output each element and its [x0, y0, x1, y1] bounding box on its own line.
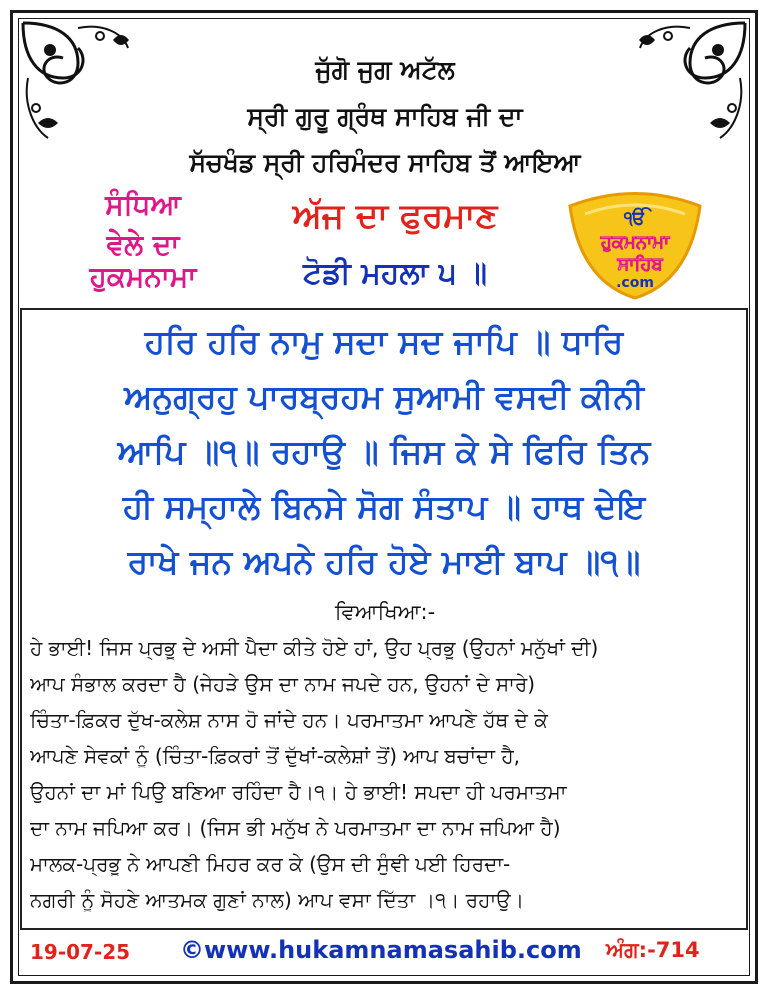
explanation-line: ਮਾਲਕ-ਪ੍ਰਭੂ ਨੇ ਆਪਣੀ ਮਿਹਰ ਕਰ ਕੇ (ਉਸ ਦੀ ਸੁੰਞੀ ਪਈ ਹਿਰਦਾ- [30, 852, 511, 876]
explanation-line: ਨਗਰੀ ਨੂੰ ਸੋਹਣੇ ਆਤਮਕ ਗੁਣਾਂ ਨਾਲ) ਆਪ ਵਸਾ ਦਿੱਤਾ ।੧। ਰਹਾਉ। [30, 888, 525, 912]
vyakhya-title: ਵਿਆਖਿਆ:- [334, 600, 436, 624]
header-line-2: ਸ੍ਰੀ ਗੁਰੂ ਗ੍ਰੰਥ ਸਾਹਿਬ ਜੀ ਦਾ [247, 102, 523, 131]
explanation-line: ਹੇ ਭਾਈ! ਜਿਸ ਪ੍ਰਭੂ ਦੇ ਅਸੀ ਪੈਦਾ ਕੀਤੇ ਹੋਏ ਹਾਂ, ਉਹ ਪ੍ਰਭੂ (ਉਹਨਾਂ ਮਨੁੱਖਾਂ ਦੀ) [30, 636, 599, 660]
hukamnama-logo-icon [560, 186, 710, 301]
sandhia-line-2: ਵੇਲੇ ਦਾ [106, 228, 180, 261]
furman-title: ਅੱਜ ਦਾ ਫੁਰਮਾਣ [292, 196, 498, 236]
bani-line: ਆਪਿ ॥੧॥ ਰਹਾਉ ॥ ਜਿਸ ਕੇ ਸੇ ਫਿਰਿ ਤਿਨ [117, 432, 651, 471]
ornament-corner-icon [18, 18, 138, 168]
raag-title: ਟੋਡੀ ਮਹਲਾ ੫ ॥ [302, 256, 487, 291]
bani-line: ਅਨੁਗ੍ਰਹੁ ਪਾਰਬ੍ਰਹਮ ਸੁਆਮੀ ਵਸਦੀ ਕੀਨੀ [124, 377, 644, 416]
header-line-1: ਜੁੱਗੋ ਜੁਗ ਅਟੱਲ [315, 55, 455, 84]
sandhia-line-3: ਹੁਕਮਨਾਮਾ [89, 260, 197, 293]
bani-line: ਹੀ ਸਮ੍ਹਾਲੇ ਬਿਨਸੇ ਸੋਗ ਸੰਤਾਪ ॥ ਹਾਥ ਦੇਇ [122, 487, 646, 526]
bani-line: ਰਾਖੇ ਜਨ ਅਪਨੇ ਹਰਿ ਹੋਏ ਮਾਈ ਬਾਪ ॥੧॥ [127, 542, 641, 581]
explanation-line: ਉਹਨਾਂ ਦਾ ਮਾਂ ਪਿਉ ਬਣਿਆ ਰਹਿੰਦਾ ਹੈ।੧। ਹੇ ਭਾਈ! ਸਪਦਾ ਹੀ ਪਰਮਾਤਮਾ [30, 780, 567, 804]
explanation-line: ਆਪਣੇ ਸੇਵਕਾਂ ਨੂੰ (ਚਿੰਤਾ-ਫ਼ਿਕਰਾਂ ਤੋਂ ਦੁੱਖਾਂ-ਕਲੇਸ਼ਾਂ ਤੋਂ) ਆਪ ਬਚਾਂਦਾ ਹੈ, [30, 744, 520, 768]
header-line-3: ਸੱਚਖੰਡ ਸ੍ਰੀ ਹਰਿਮੰਦਰ ਸਾਹਿਬ ਤੋਂ ਆਇਆ [189, 148, 581, 177]
explanation-line: ਚਿੰਤਾ-ਫ਼ਿਕਰ ਦੁੱਖ-ਕਲੇਸ਼ ਨਾਸ ਹੋ ਜਾਂਦੇ ਹਨ। ਪਰਮਾਤਮਾ ਆਪਣੇ ਹੱਥ ਦੇ ਕੇ [30, 708, 548, 732]
footer-ang: ਅੰਗ:-714 [606, 938, 700, 962]
logo-text-1: ਹੁਕਮਨਾਮਾ [600, 232, 670, 253]
footer-site-link[interactable]: ©www.hukamnamasahib.com [180, 936, 582, 964]
footer-date: 19-07-25 [30, 940, 131, 964]
logo-ikonkar: ੴ [624, 208, 646, 229]
logo-text-3: .com [616, 275, 654, 291]
ornament-corner-icon [630, 18, 750, 168]
bani-line: ਹਰਿ ਹਰਿ ਨਾਮੁ ਸਦਾ ਸਦ ਜਾਪਿ ॥ ਧਾਰਿ [144, 322, 624, 361]
explanation-line: ਆਪ ਸੰਭਾਲ ਕਰਦਾ ਹੈ (ਜੇਹੜੇ ਉਸ ਦਾ ਨਾਮ ਜਪਦੇ ਹਨ, ਉਹਨਾਂ ਦੇ ਸਾਰੇ) [30, 672, 536, 696]
sandhia-line-1: ਸੰਧਿਆ [105, 188, 181, 221]
logo-text-2: ਸਾਹਿਬ [617, 254, 663, 275]
explanation-line: ਦਾ ਨਾਮ ਜਪਿਆ ਕਰ। (ਜਿਸ ਭੀ ਮਨੁੱਖ ਨੇ ਪਰਮਾਤਮਾ ਦਾ ਨਾਮ ਜਪਿਆ ਹੈ) [30, 816, 561, 840]
